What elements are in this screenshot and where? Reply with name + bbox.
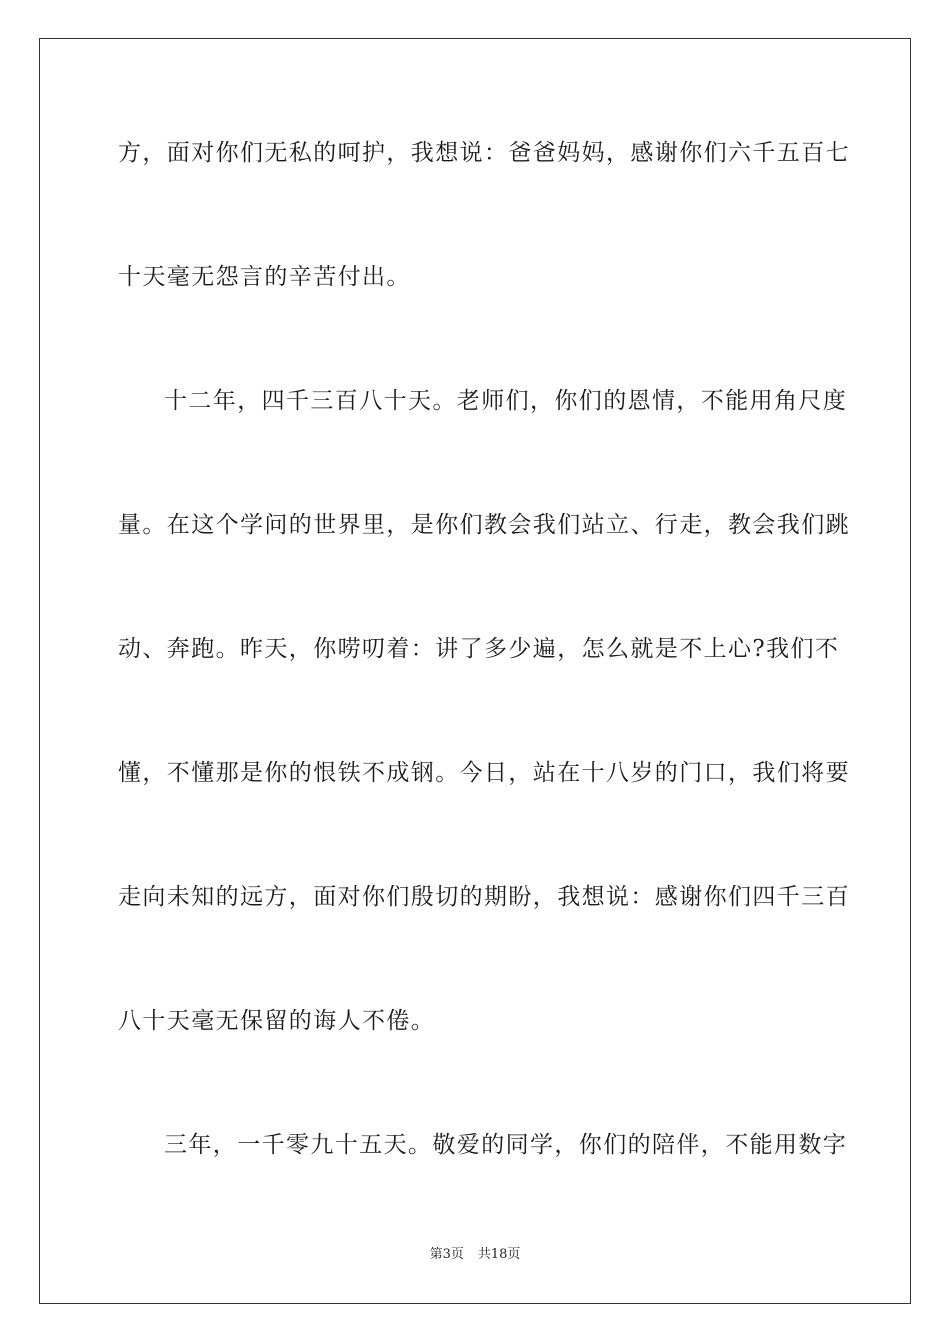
body-line-4: 量。在这个学问的世界里，是你们教会我们站立、行走，教会我们跳	[118, 512, 850, 538]
body-line-7: 走向未知的远方，面对你们殷切的期盼，我想说：感谢你们四千三百	[118, 884, 850, 910]
page-footer	[0, 1246, 950, 1264]
body-line-6: 懂，不懂那是你的恨铁不成钢。今日，站在十八岁的门口，我们将要	[118, 760, 850, 786]
page-total: 共18页	[477, 1247, 521, 1262]
page-frame	[39, 38, 911, 1304]
body-line-1: 方，面对你们无私的呵护，我想说：爸爸妈妈，感谢你们六千五百七	[118, 140, 850, 166]
page-number: 第3页	[429, 1247, 464, 1262]
body-line-3: 十二年，四千三百八十天。老师们，你们的恩情，不能用角尺度	[164, 388, 848, 414]
body-line-8: 八十天毫无保留的诲人不倦。	[118, 1008, 436, 1034]
body-line-2: 十天毫无怨言的辛苦付出。	[118, 264, 411, 290]
body-line-9: 三年，一千零九十五天。敬爱的同学，你们的陪伴，不能用数字	[164, 1132, 848, 1158]
body-line-5: 动、奔跑。昨天，你唠叨着：讲了多少遍，怎么就是不上心?我们不	[118, 636, 840, 662]
